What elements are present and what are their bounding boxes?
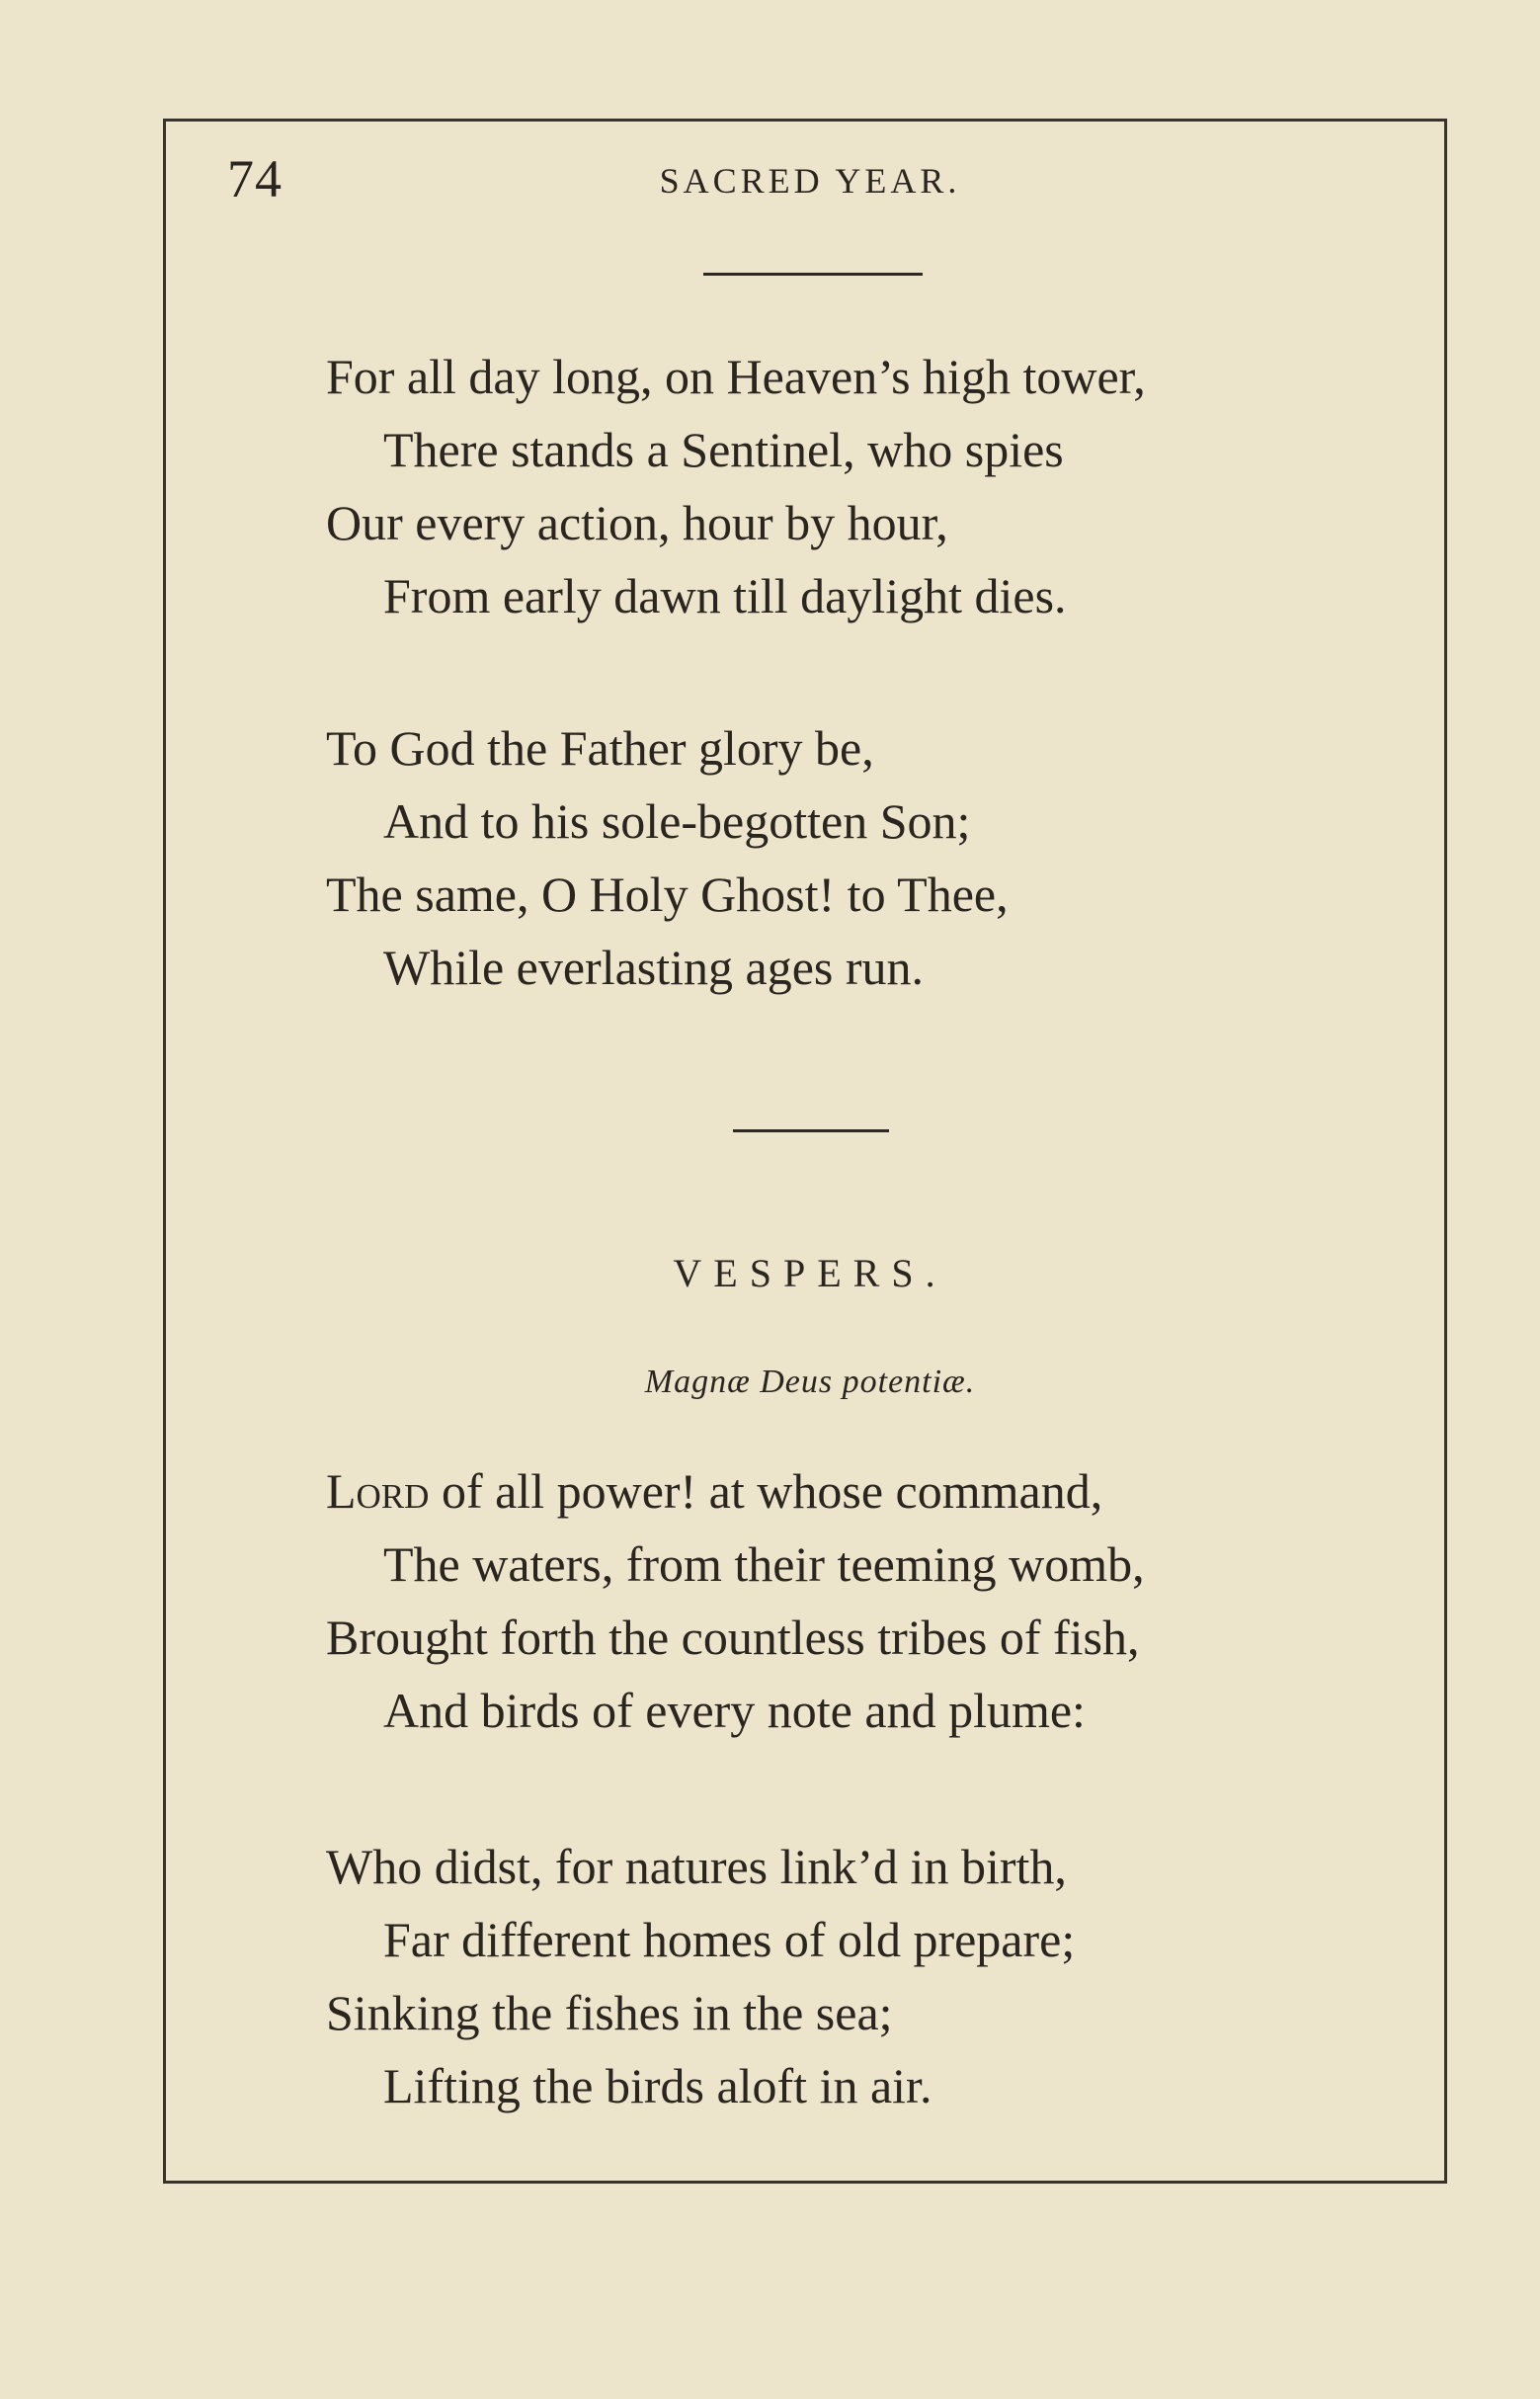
drop-word: Lord [326, 1463, 430, 1519]
ornamental-rule-top [703, 273, 923, 276]
verse-line: Far different homes of old prepare; [383, 1912, 1076, 1967]
verse-line: To God the Father glory be, [326, 720, 874, 776]
verse-line: Sinking the fishes in the sea; [326, 1985, 893, 2040]
verse-line: Who didst, for natures link’d in birth, [326, 1839, 1067, 1894]
verse-line: Brought forth the countless tribes of fish, [326, 1610, 1140, 1665]
verse-line: There stands a Sentinel, who spies [383, 422, 1064, 477]
verse-line: Our every action, hour by hour, [326, 495, 948, 550]
stanza-2 [326, 711, 1393, 1004]
verse-line: And to his sole-begotten Son; [383, 793, 971, 849]
verse-line: Lifting the birds aloft in air. [383, 2058, 932, 2113]
verse-line: The waters, from their teeming womb, [383, 1536, 1145, 1592]
section-title: VESPERS. [673, 1251, 947, 1295]
section-divider-rule [733, 1129, 889, 1132]
verse-line: And birds of every note and plume: [383, 1683, 1086, 1738]
verse-line: The same, O Holy Ghost! to Thee, [326, 867, 1009, 922]
page-number: 74 [227, 149, 283, 208]
stanza-1 [326, 340, 1393, 632]
hymn-stanza-2 [326, 1830, 1393, 2122]
running-head: SACRED YEAR. [659, 161, 961, 201]
verse-line-first [326, 1454, 1393, 1528]
verse-line: While everlasting ages run. [383, 940, 925, 995]
first-line-rest: of all power! at whose command, [429, 1463, 1103, 1519]
hymn-stanza-1 [326, 1454, 1393, 1747]
verse-line: From early dawn till daylight dies. [383, 568, 1067, 623]
section-subtitle: Magnæ Deus potentiæ. [644, 1364, 976, 1400]
verse-line: For all day long, on Heaven’s high tower, [326, 349, 1146, 404]
